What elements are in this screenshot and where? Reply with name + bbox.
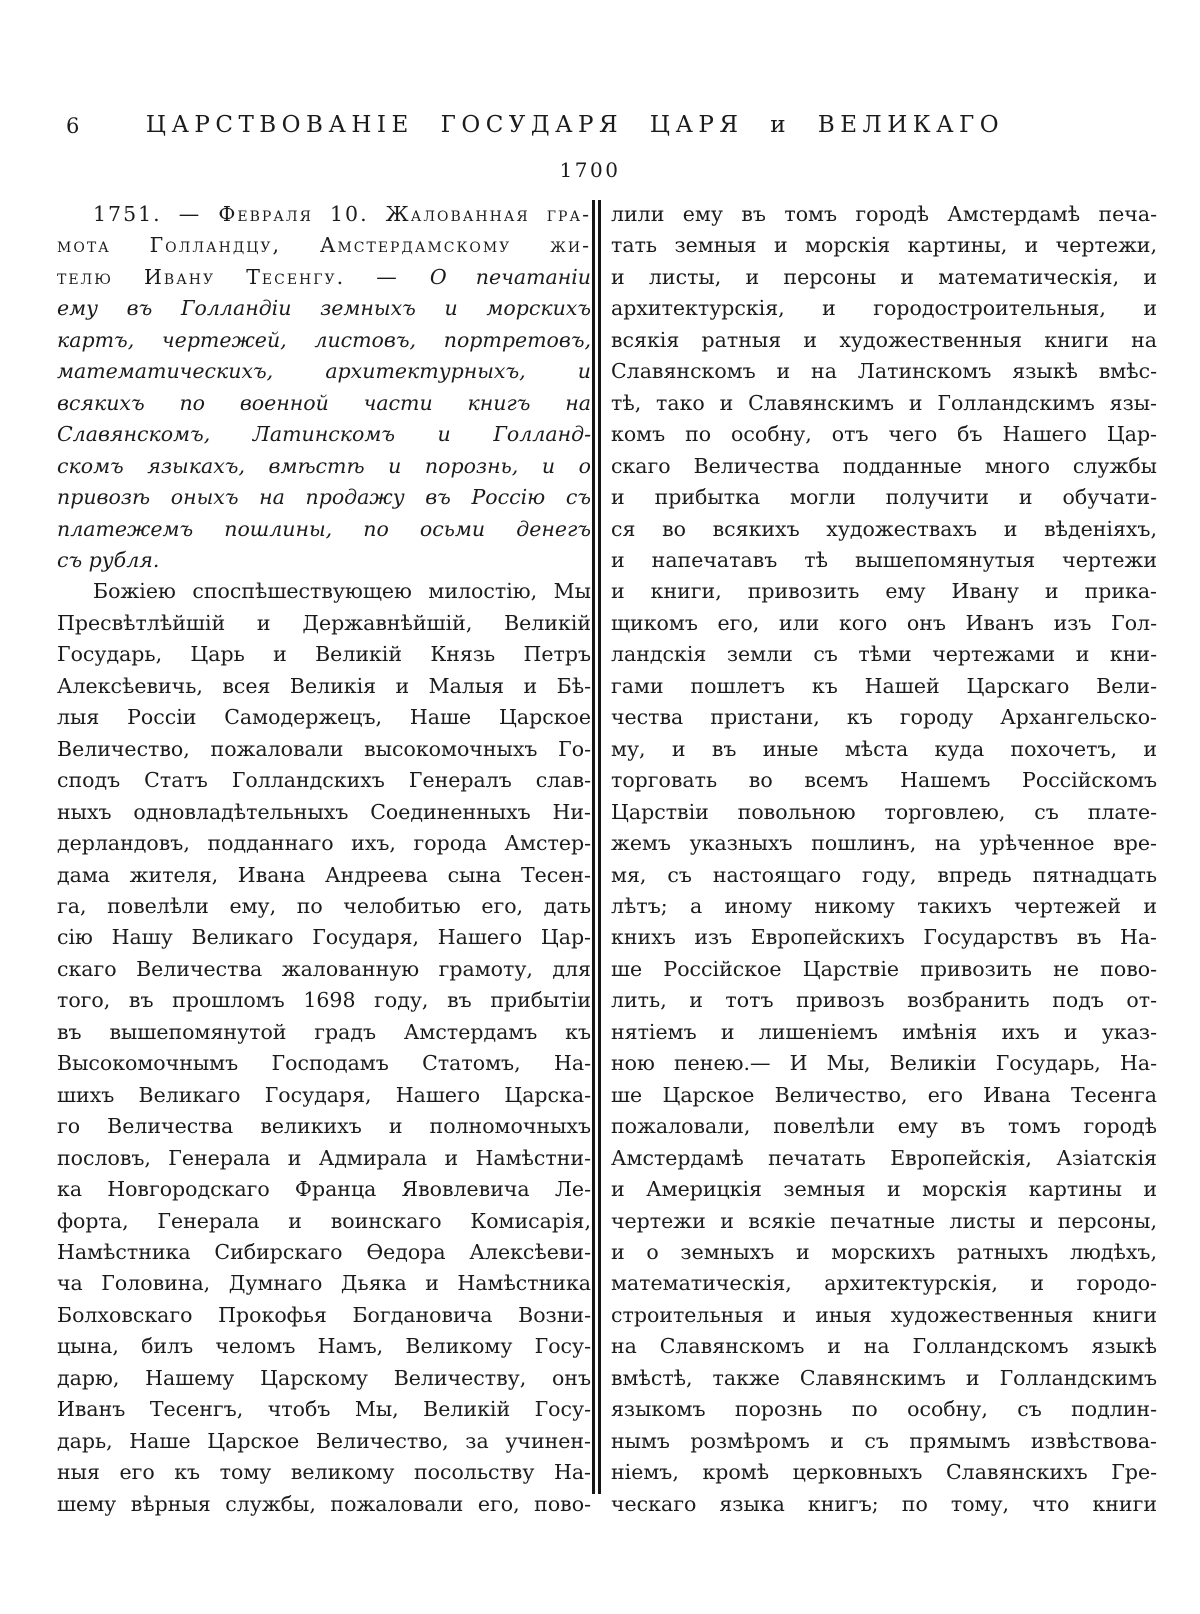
text-line [611,608,1157,639]
text-line [57,734,591,765]
text-line [611,576,1157,607]
text-run: пожаловали, повелѣли ему въ томъ городѣ [611,1114,1157,1139]
text-line [57,922,591,953]
text-line [611,860,1157,891]
text-run: щикомъ его, или кого онъ Иванъ изъ Гол- [611,610,1157,635]
text-line [57,1080,591,1111]
text-line [57,1394,591,1425]
text-line [57,1457,591,1488]
text-line [57,1017,591,1048]
text-run: жемъ указныхъ пошлинъ, на урѣченное вре- [611,831,1157,856]
text-run: Пресвѣтлѣйшій и Державнѣйшій, Великій [57,610,591,635]
text-run: и Америцкія земныя и морскія картины и [611,1177,1157,1202]
text-line [611,891,1157,922]
text-run: ныхъ одновладѣтельныхъ Соединенныхъ Ни- [57,799,591,824]
text-run: ше Россійское Царствіе привозить не пово- [611,956,1157,981]
text-line [57,325,591,356]
text-run: того, въ прошломъ 1698 году, въ прибытіи [57,988,591,1013]
text-run: лить, и тотъ привозъ возбранить подъ от- [611,988,1157,1013]
text-line [611,639,1157,670]
text-line [611,1237,1157,1268]
text-line [611,985,1157,1016]
text-run: скаго Величества подданные много службы [611,453,1157,478]
text-run: форта, Генерала и воинскаго Комисарія, [57,1208,591,1233]
text-line [57,639,591,670]
text-line [611,293,1157,324]
text-line [611,482,1157,513]
text-line [611,1331,1157,1362]
text-line [611,1457,1157,1488]
text-run: картъ, чертежей, листовъ, портретовъ, [57,327,591,352]
text-run: телю Ивану Тесенгу. — [57,264,430,289]
text-line [57,1206,591,1237]
text-run: Амстердамѣ печатать Европейскія, Азіатскія [611,1145,1157,1170]
text-line [57,1331,591,1362]
text-line [57,1363,591,1394]
text-line [611,1143,1157,1174]
text-line [57,1268,591,1299]
text-run: въ вышепомянутой градъ Амстердамъ къ [57,1019,591,1044]
text-run: всякія ратныя и художественныя книги на [611,327,1157,352]
text-run: ніемъ, кромѣ церковныхъ Славянскихъ Гре- [611,1460,1157,1485]
right-column [611,199,1157,1520]
text-line [57,293,591,324]
text-line [611,702,1157,733]
year-heading: 1700 [559,158,621,182]
text-line [611,797,1157,828]
text-run: ча Головина, Думнаго Дьяка и Намѣстника [57,1271,591,1296]
text-run: математическихъ, архитектурныхъ, и [57,359,591,384]
text-line [57,199,591,230]
text-run: дарю, Нашему Царскому Величеству, онъ [57,1365,591,1390]
text-run: тѣ, тако и Славянскимъ и Голландскимъ язы- [611,390,1157,415]
text-line [611,765,1157,796]
text-run: и книги, привозить ему Ивану и прика- [611,579,1157,604]
text-run: комъ по особну, отъ чего бъ Нашего Цар- [611,422,1157,447]
text-line [57,576,591,607]
text-run: привозѣ оныхъ на продажу въ Россію съ [57,485,591,510]
text-run: и прибытка могли получити и обучати- [611,485,1157,510]
text-run: чертежи и всякіе печатные листы и персоны, [611,1208,1157,1233]
text-line [57,514,591,545]
text-line [611,356,1157,387]
text-line [57,765,591,796]
text-run: мя, съ настоящаго году, впредь пятнадцать [611,862,1157,887]
text-line [57,797,591,828]
text-line [57,860,591,891]
text-run: дарь, Наше Царское Величество, за учинен- [57,1428,591,1453]
text-line [57,545,591,576]
text-run: ною пенею.— И Мы, Великіи Государь, На- [611,1051,1157,1076]
text-line [57,671,591,702]
text-run: и листы, и персоны и математическія, и [611,264,1157,289]
text-run: дерландовъ, подданнаго ихъ, города Амстер- [57,831,591,856]
text-line [57,954,591,985]
text-run: га, повелѣли ему, по челобитью его, дать [57,893,591,918]
text-line [611,451,1157,482]
text-run: нымъ розмѣромъ и съ прямымъ извѣствова- [611,1428,1157,1453]
text-line [611,1394,1157,1425]
text-line [57,1426,591,1457]
text-run: ся во всякихъ художествахъ и вѣденіяхъ, [611,516,1157,541]
text-run: Иванъ Тесенгъ, чтобъ Мы, Великій Госу- [57,1397,591,1422]
text-run: на Славянскомъ и на Голландскомъ языкѣ [611,1334,1157,1359]
text-line [57,1300,591,1331]
text-run: О печатаніи [429,264,591,289]
text-run: и о земныхъ и морскихъ ратныхъ людѣхъ, [611,1239,1157,1264]
text-line [611,1048,1157,1079]
text-run: языкомъ порознь по особну, съ подлин- [611,1397,1157,1422]
text-line [611,1080,1157,1111]
text-line [611,671,1157,702]
text-run: лыя Россіи Самодержецъ, Наше Царское [57,705,591,730]
text-line [57,828,591,859]
text-line [57,451,591,482]
left-column [57,199,591,1520]
text-line [611,419,1157,450]
text-run: Высокомочнымъ Господамъ Статомъ, На- [57,1051,591,1076]
text-line [57,1174,591,1205]
text-run: Алексѣевичь, всея Великія и Малыя и Бѣ- [57,673,591,698]
text-line [57,1048,591,1079]
text-run: сподъ Статъ Голландскихъ Генералъ слав- [57,768,591,793]
text-line [57,1489,591,1520]
text-run: шему вѣрныя службы, пожаловали его, пово- [57,1491,591,1516]
text-run: му, и въ иные мѣста куда похочетъ, и [611,736,1157,761]
text-line [611,1300,1157,1331]
text-line [611,1017,1157,1048]
text-run: архитектурскія, и городостроительныя, и [611,296,1157,321]
text-line [611,1111,1157,1142]
text-run: скаго Величества жалованную грамоту, для [57,956,591,981]
text-line [611,1174,1157,1205]
text-run: пословъ, Генерала и Адмирала и Намѣстни- [57,1145,591,1170]
text-run: вмѣстѣ, также Славянскимъ и Голландскимъ [611,1365,1157,1390]
text-run: ныя его къ тому великому посольству На- [57,1460,591,1485]
text-line [611,262,1157,293]
text-line [611,828,1157,859]
text-line [57,608,591,639]
text-run: го Величества великихъ и полномочныхъ [57,1114,591,1139]
running-header: ЦАРСТВОВАНІЕ ГОСУДАРЯ ЦАРЯ и ВЕЛИКАГО [145,112,1005,138]
text-line [611,734,1157,765]
text-run: ческаго языка книгъ; по тому, что книги [611,1491,1157,1516]
page-number: 6 [66,114,80,138]
text-line [57,482,591,513]
text-run: математическія, архитектурскія, и городо- [611,1271,1157,1296]
text-line [611,388,1157,419]
text-run: съ рубля. [57,547,160,572]
text-line [611,325,1157,356]
text-line [57,1143,591,1174]
text-run: и напечатавъ тѣ вышепомянутыя чертежи [611,547,1157,572]
text-run: тать земныя и морскія картины, и чертежи, [611,233,1157,258]
text-line [611,199,1157,230]
text-line [611,954,1157,985]
text-run: Болховскаго Прокофья Богдановича Возни- [57,1302,591,1327]
text-line [611,1489,1157,1520]
text-run: Намѣстника Сибирскаго Ѳедора Алексѣеви- [57,1239,591,1264]
text-run: нятіемъ и лишеніемъ имѣнія ихъ и указ- [611,1019,1157,1044]
text-run: Славянскомъ, Латинскомъ и Голланд- [57,422,591,447]
text-run: сію Нашу Великаго Государя, Нашего Цар- [57,925,591,950]
text-run: скомъ языкахъ, вмѣстѣ и порознь, и о [57,453,591,478]
text-line [57,356,591,387]
text-run: Царствіи повольною торговлею, съ плате- [611,799,1157,824]
text-run: гами пошлетъ къ Нашей Царскаго Вели- [611,673,1157,698]
text-run: книхъ изъ Европейскихъ Государствъ въ На- [611,925,1157,950]
text-line [57,1237,591,1268]
text-run: ше Царское Величество, его Ивана Тесенга [611,1082,1157,1107]
text-run: чества пристани, къ городу Архангельско- [611,705,1157,730]
text-run: торговать во всемъ Нашемъ Россійскомъ [611,768,1157,793]
text-line [611,1268,1157,1299]
text-run: шихъ Великаго Государя, Нашего Царска- [57,1082,591,1107]
text-run: Государь, Царь и Великій Князь Петръ [57,642,591,667]
text-line [611,514,1157,545]
text-run: лили ему въ томъ городѣ Амстердамѣ печа- [611,202,1157,226]
text-line [57,1111,591,1142]
text-run: ландскія земли съ тѣми чертежами и кни- [611,642,1157,667]
text-run: цына, билъ челомъ Намъ, Великому Госу- [57,1334,591,1359]
text-run: лѣтъ; а иному никому такихъ чертежей и [611,893,1157,918]
text-run: мота Голландцу, Амстердамскому жи- [57,233,591,258]
text-run: платежемъ пошлины, по осьми денегъ [57,516,591,541]
text-run: Величество, пожаловали высокомочныхъ Го- [57,736,591,761]
text-run: 1751. — Февраля 10. Жалованная гра- [93,202,591,226]
text-run: всякихъ по военной части книгъ на [57,390,591,415]
text-line [611,1206,1157,1237]
text-line [611,922,1157,953]
text-line [57,419,591,450]
text-line [611,230,1157,261]
text-line [57,702,591,733]
text-line [57,891,591,922]
text-run: ка Новгородскаго Франца Явовлевича Ле- [57,1177,591,1202]
text-line [57,230,591,261]
text-line [611,1363,1157,1394]
text-line [611,1426,1157,1457]
text-line [57,262,591,293]
text-run: дама жителя, Ивана Андреева сына Тесен- [57,862,591,887]
text-run: Божіею споспѣшествующею милостію, Мы [93,579,591,604]
text-line [611,545,1157,576]
text-run: строительныя и иныя художественныя книги [611,1302,1157,1327]
text-line [57,388,591,419]
text-run: ему въ Голландіи земныхъ и морскихъ [57,296,591,321]
column-divider [592,200,601,1494]
text-line [57,985,591,1016]
text-run: Славянскомъ и на Латинскомъ языкѣ вмѣс- [611,359,1157,384]
